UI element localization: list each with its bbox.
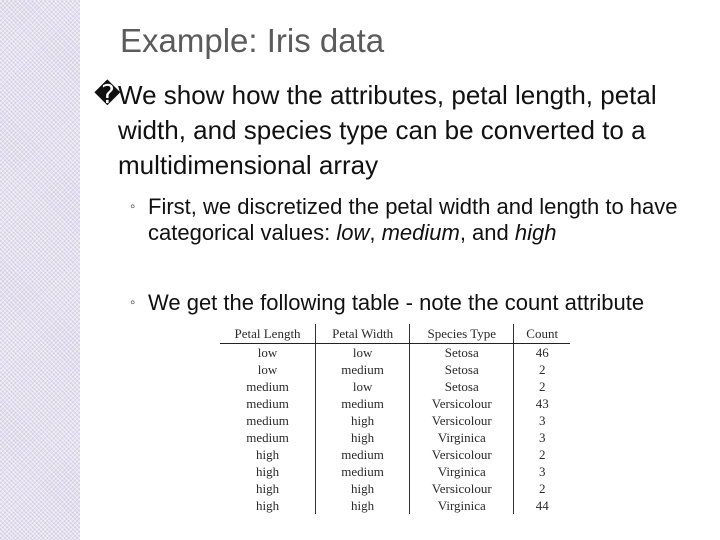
table-cell: Virginica [410,463,514,480]
table-row [220,412,570,429]
table-row [220,497,570,514]
table-cell: high [316,480,410,497]
table-cell: 44 [514,497,570,514]
bullet-icon: � [94,80,121,110]
table-cell: medium [316,361,410,378]
table-cell: Virginica [410,497,514,514]
table-cell: 3 [514,412,570,429]
decorative-sidebar [0,0,80,540]
table-cell: 3 [514,463,570,480]
table-cell: Versicolour [410,412,514,429]
table-cell: 3 [514,429,570,446]
column-header: Count [514,324,570,344]
table-cell: medium [246,395,289,411]
table-cell: Setosa [410,361,514,378]
table-cell: Versicolour [410,480,514,497]
table-row [220,463,570,480]
circle-bullet-icon: ◦ [130,198,136,215]
table-cell: medium [316,463,410,480]
table-row [220,429,570,446]
table-row [220,344,570,362]
table-cell: high [255,463,280,479]
table-cell: 2 [514,378,570,395]
table-cell: medium [246,378,289,394]
column-header: Species Type [410,324,514,344]
table-row [220,378,570,395]
table-cell: medium [316,395,410,412]
table-row [220,446,570,463]
table-cell: 43 [514,395,570,412]
table-cell: medium [246,412,289,428]
table-row [220,395,570,412]
sub-bullet-text: First, we discretized the petal width and length to have categorical values: low, medium, and high [148,194,678,245]
sub-bullet-text: We get the following table - note the count attribute [148,290,645,315]
main-bullet-text: We show how the attributes, petal length, petal width, and species type can be converted to a multidimensional array [118,80,657,180]
circle-bullet-icon: ◦ [130,294,136,311]
table-cell: medium [316,446,410,463]
table-cell: low [316,378,410,395]
column-header: Petal Length [220,324,316,344]
table-cell: high [255,446,280,462]
table-header-row [220,324,570,344]
sub-bullet-discretize [130,194,700,246]
table-cell: 46 [514,344,570,362]
table-row [220,480,570,497]
main-bullet [94,78,714,183]
iris-table [220,324,570,514]
table-cell: high [316,497,410,514]
slide-title: Example: Iris data [120,22,385,59]
table-cell: low [257,361,278,377]
table-cell: high [316,429,410,446]
table-cell: Virginica [410,429,514,446]
table-cell: low [316,344,410,362]
table-cell: low [257,344,278,360]
table-cell: high [255,497,280,513]
table-row [220,361,570,378]
table-cell: 2 [514,446,570,463]
table-cell: Setosa [410,344,514,362]
table-cell: medium [246,429,289,445]
iris-table-image [216,322,572,516]
table-cell: high [255,480,280,496]
table-cell: Setosa [410,378,514,395]
table-cell: Versicolour [410,446,514,463]
table-cell: high [316,412,410,429]
table-cell: 2 [514,361,570,378]
column-header: Petal Width [316,324,410,344]
table-cell: Versicolour [410,395,514,412]
table-cell: 2 [514,480,570,497]
